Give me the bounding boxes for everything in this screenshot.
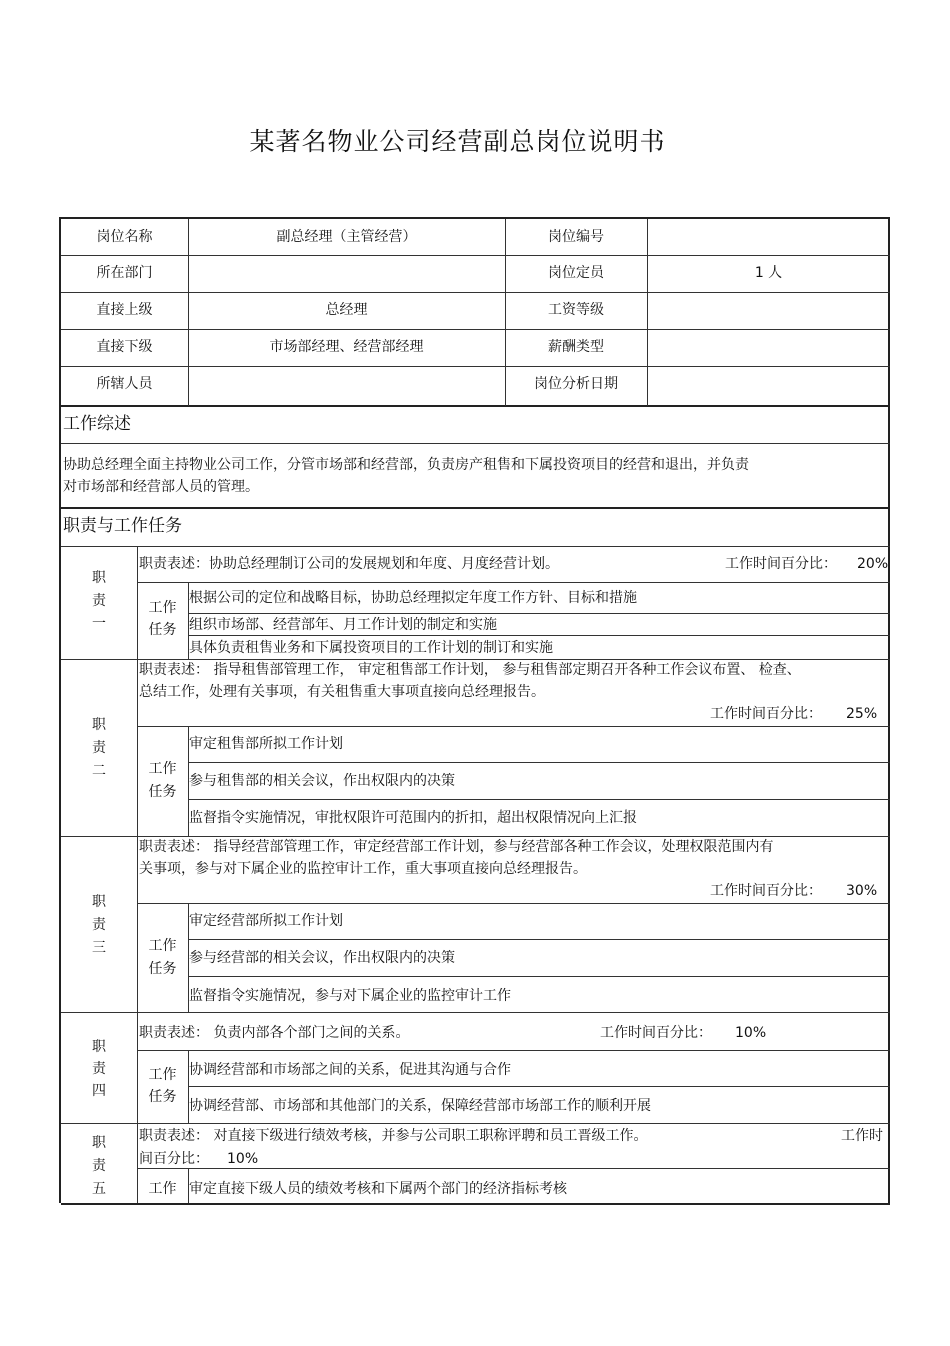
duty-4-label-c: 四 bbox=[92, 1083, 106, 1099]
label-staff: 所辖人员 bbox=[96, 376, 153, 392]
row-divider bbox=[188, 762, 890, 763]
duty-2-statement-1: 职责表述： 指导租售部管理工作， 审定租售部工作计划， 参与租售部定期召开各种工作会议布置、 检查、 bbox=[139, 662, 801, 678]
row-divider bbox=[188, 1086, 890, 1087]
duty-5-label-a: 职 bbox=[92, 1135, 106, 1151]
duty-4-label-b: 责 bbox=[92, 1061, 106, 1077]
duty-3-task-label-a: 工作 bbox=[148, 938, 177, 954]
page-title: 某著名物业公司经营副总岗位说明书 bbox=[249, 127, 666, 156]
duty-3-statement-2: 关事项，参与对下属企业的监控审计工作，重大事项直接向总经理报告。 bbox=[139, 861, 587, 877]
label-superior: 直接上级 bbox=[96, 302, 153, 318]
duty-1-task-1: 根据公司的定位和战略目标，协助总经理拟定年度工作方针、目标和措施 bbox=[189, 590, 637, 606]
duty-divider bbox=[61, 659, 890, 660]
duty-1-task-2: 组织市场部、经营部年、月工作计划的制定和实施 bbox=[189, 617, 497, 633]
label-subordinates: 直接下级 bbox=[96, 339, 153, 355]
label-headcount: 岗位定员 bbox=[548, 265, 604, 281]
duty-1-label-b: 责 bbox=[92, 593, 106, 609]
duty-4-task-1: 协调经营部和市场部之间的关系，促进其沟通与合作 bbox=[189, 1062, 511, 1078]
duty-1-label-a: 职 bbox=[92, 570, 106, 586]
section-divider bbox=[61, 405, 890, 407]
duty-3-label-a: 职 bbox=[92, 894, 106, 910]
row-divider bbox=[61, 546, 890, 547]
row-divider bbox=[137, 1050, 890, 1051]
duty-1-statement: 职责表述：协助总经理制订公司的发展规划和年度、月度经营计划。 bbox=[139, 556, 559, 572]
duty-4-task-label-a: 工作 bbox=[148, 1067, 177, 1083]
table-bottom-border bbox=[61, 1203, 890, 1205]
col-divider bbox=[647, 219, 648, 406]
duty-1-pct: 20% bbox=[857, 556, 889, 572]
row-divider bbox=[137, 903, 890, 904]
label-department: 所在部门 bbox=[96, 265, 153, 281]
summary-line-1: 协助总经理全面主持物业公司工作，分管市场部和经营部，负责房产租售和下属投资项目的经营和退出，并负责 bbox=[63, 457, 749, 473]
duty-divider bbox=[61, 1012, 890, 1013]
duty-2-task-1: 审定租售部所拟工作计划 bbox=[189, 736, 343, 752]
section-divider bbox=[61, 507, 890, 509]
duty-divider bbox=[61, 836, 890, 837]
duty-3-task-2: 参与经营部的相关会议，作出权限内的决策 bbox=[189, 950, 455, 966]
row-divider bbox=[61, 292, 890, 293]
duty-2-pct: 25% bbox=[846, 706, 878, 722]
row-divider bbox=[188, 635, 890, 636]
duty-4-pct: 10% bbox=[735, 1025, 767, 1041]
duty-5-task-1: 审定直接下级人员的绩效考核和下属两个部门的经济指标考核 bbox=[189, 1181, 567, 1197]
duty-2-task-label-b: 任务 bbox=[148, 784, 177, 800]
job-description-table bbox=[59, 217, 890, 1203]
label-position-code: 岗位编号 bbox=[548, 229, 604, 245]
duty-5-label-b: 责 bbox=[92, 1158, 106, 1174]
duty-4-label-a: 职 bbox=[92, 1039, 106, 1055]
duties-heading: 职责与工作任务 bbox=[63, 516, 182, 536]
duty-4-task-2: 协调经营部、市场部和其他部门的关系，保障经营部市场部工作的顺利开展 bbox=[189, 1098, 651, 1114]
duty-3-statement-1: 职责表述： 指导经营部管理工作，审定经营部工作计划，参与经营部各种工作会议，处理权限范围内有 bbox=[139, 839, 774, 855]
duty-5-pct: 10% bbox=[227, 1151, 259, 1167]
duty-1-task-label-a: 工作 bbox=[148, 600, 177, 616]
duty-5-task-label-a: 工作 bbox=[148, 1181, 177, 1197]
duty-1-pct-label: 工作时间百分比： bbox=[725, 556, 837, 572]
row-divider bbox=[137, 1168, 890, 1169]
duty-1-task-label-b: 任务 bbox=[148, 622, 177, 638]
row-divider bbox=[137, 582, 890, 583]
row-divider bbox=[188, 976, 890, 977]
duty-2-pct-label: 工作时间百分比： bbox=[710, 706, 822, 722]
duty-3-pct: 30% bbox=[846, 883, 878, 899]
duty-5-label-c: 五 bbox=[92, 1181, 106, 1197]
label-position-name: 岗位名称 bbox=[96, 229, 153, 245]
duty-3-pct-label: 工作时间百分比： bbox=[710, 883, 822, 899]
row-divider bbox=[61, 366, 890, 367]
value-superior: 总经理 bbox=[325, 302, 368, 318]
duty-2-label-a: 职 bbox=[92, 717, 106, 733]
value-subordinates: 市场部经理、经营部经理 bbox=[269, 339, 424, 355]
duty-3-task-label-b: 任务 bbox=[148, 961, 177, 977]
row-divider bbox=[137, 726, 890, 727]
duty-1-task-3: 具体负责租售业务和下属投资项目的工作计划的制订和实施 bbox=[189, 640, 553, 656]
duty-2-task-label-a: 工作 bbox=[148, 761, 177, 777]
duty-divider bbox=[61, 1123, 890, 1124]
duty-2-statement-2: 总结工作，处理有关事项，有关租售重大事项直接向总经理报告。 bbox=[139, 684, 545, 700]
row-divider bbox=[61, 443, 890, 444]
duty-5-statement-2: 间百分比： bbox=[139, 1151, 209, 1167]
duty-1-label-c: 一 bbox=[92, 616, 106, 632]
row-divider bbox=[188, 799, 890, 800]
duty-3-task-1: 审定经营部所拟工作计划 bbox=[189, 913, 343, 929]
row-divider bbox=[188, 939, 890, 940]
row-divider bbox=[188, 613, 890, 614]
duty-3-task-3: 监督指令实施情况，参与对下属企业的监控审计工作 bbox=[189, 988, 511, 1004]
duty-4-task-label-b: 任务 bbox=[148, 1089, 177, 1105]
summary-heading: 工作综述 bbox=[63, 414, 131, 434]
duty-3-label-c: 三 bbox=[92, 940, 106, 956]
duty-5-statement-1-tail: 工作时 bbox=[841, 1128, 883, 1144]
duty-2-label-b: 责 bbox=[92, 740, 106, 756]
value-position-name: 副总经理（主管经营） bbox=[276, 229, 417, 245]
duty-4-pct-label: 工作时间百分比： bbox=[600, 1025, 712, 1041]
duty-4-statement: 职责表述： 负责内部各个部门之间的关系。 bbox=[139, 1025, 410, 1041]
label-analysis-date: 岗位分析日期 bbox=[534, 376, 618, 392]
duty-2-label-c: 二 bbox=[92, 763, 106, 779]
label-pay-type: 薪酬类型 bbox=[548, 339, 604, 355]
duty-label-divider bbox=[137, 546, 138, 1205]
value-headcount: 1 人 bbox=[754, 265, 783, 281]
row-divider bbox=[61, 329, 890, 330]
label-salary-grade: 工资等级 bbox=[548, 302, 604, 318]
row-divider bbox=[61, 255, 890, 256]
duty-2-task-3: 监督指令实施情况，审批权限许可范围内的折扣，超出权限情况向上汇报 bbox=[189, 810, 637, 826]
duty-2-task-2: 参与租售部的相关会议，作出权限内的决策 bbox=[189, 773, 455, 789]
summary-line-2: 对市场部和经营部人员的管理。 bbox=[63, 479, 259, 495]
duty-3-label-b: 责 bbox=[92, 917, 106, 933]
duty-5-statement-1: 职责表述： 对直接下级进行绩效考核，并参与公司职工职称评聘和员工晋级工作。 bbox=[139, 1128, 648, 1144]
